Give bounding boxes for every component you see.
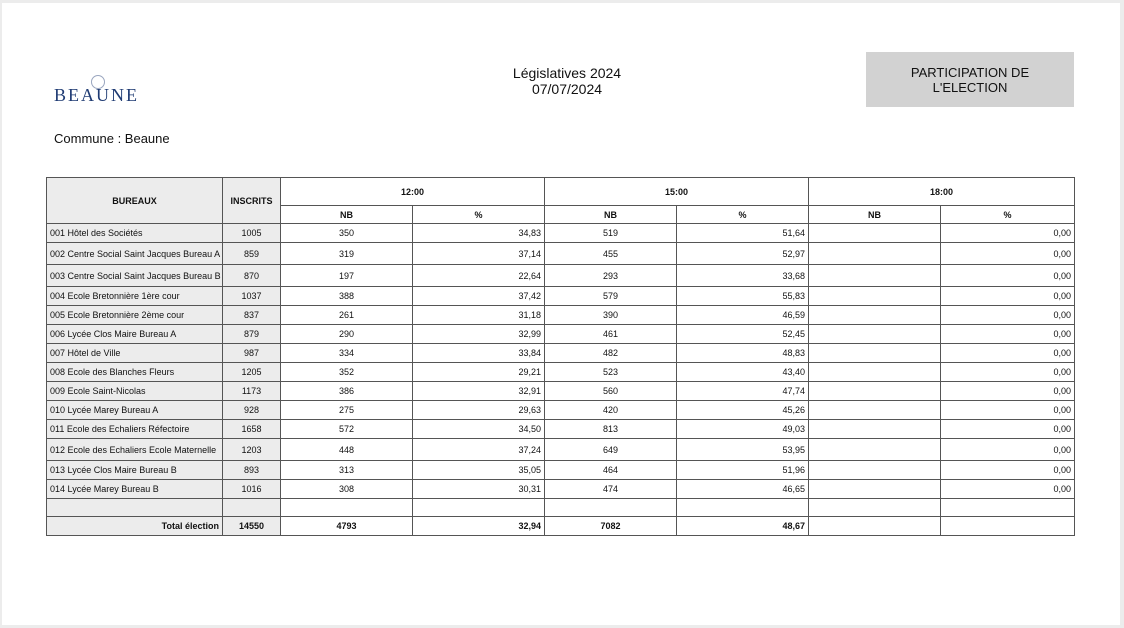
pct-1500-cell: 46,65 xyxy=(677,480,809,499)
pct-1800-cell: 0,00 xyxy=(941,382,1075,401)
inscrits-cell: 837 xyxy=(223,306,281,325)
pct-1200-cell: 32,99 xyxy=(413,325,545,344)
pct-1200-cell: 37,24 xyxy=(413,439,545,461)
bureau-name: 005 Ecole Bretonnière 2ème cour xyxy=(47,306,223,325)
nb-1800-cell xyxy=(809,344,941,363)
inscrits-cell: 928 xyxy=(223,401,281,420)
inscrits-cell: 987 xyxy=(223,344,281,363)
inscrits-cell: 1005 xyxy=(223,224,281,243)
inscrits-cell: 1205 xyxy=(223,363,281,382)
total-row xyxy=(47,517,1075,536)
pct-1500-cell: 49,03 xyxy=(677,420,809,439)
inscrits-cell: 1173 xyxy=(223,382,281,401)
pct-1800-cell: 0,00 xyxy=(941,420,1075,439)
header-pct: % xyxy=(677,206,809,224)
header-nb: NB xyxy=(281,206,413,224)
pct-1200-cell: 34,83 xyxy=(413,224,545,243)
nb-1800-cell xyxy=(809,224,941,243)
pct-1500-cell: 51,64 xyxy=(677,224,809,243)
inscrits-cell: 879 xyxy=(223,325,281,344)
inscrits-cell: 870 xyxy=(223,265,281,287)
nb-1800-cell xyxy=(809,265,941,287)
nb-1800-cell xyxy=(809,243,941,265)
header-time-1500: 15:00 xyxy=(545,178,809,206)
nb-1200-cell: 386 xyxy=(281,382,413,401)
nb-1200-cell: 261 xyxy=(281,306,413,325)
pct-1500-cell: 51,96 xyxy=(677,461,809,480)
pct-1200-cell: 34,50 xyxy=(413,420,545,439)
pct-1200-cell: 31,18 xyxy=(413,306,545,325)
participation-badge xyxy=(866,52,1074,107)
table-row xyxy=(47,363,1075,382)
nb-1500-cell: 420 xyxy=(545,401,677,420)
header-pct: % xyxy=(941,206,1075,224)
pct-1200-cell: 37,14 xyxy=(413,243,545,265)
nb-1500-cell: 464 xyxy=(545,461,677,480)
pct-1200-cell: 35,05 xyxy=(413,461,545,480)
total-pct-1800 xyxy=(941,517,1075,536)
pct-1500-cell: 52,97 xyxy=(677,243,809,265)
pct-1800-cell: 0,00 xyxy=(941,243,1075,265)
table-row xyxy=(47,401,1075,420)
nb-1200-cell: 388 xyxy=(281,287,413,306)
nb-1200-cell: 290 xyxy=(281,325,413,344)
total-nb-1500: 7082 xyxy=(545,517,677,536)
nb-1500-cell: 579 xyxy=(545,287,677,306)
nb-1800-cell xyxy=(809,382,941,401)
pct-1500-cell: 45,26 xyxy=(677,401,809,420)
nb-1800-cell xyxy=(809,401,941,420)
pct-1200-cell: 33,84 xyxy=(413,344,545,363)
pct-1800-cell: 0,00 xyxy=(941,287,1075,306)
total-pct-1200: 32,94 xyxy=(413,517,545,536)
nb-1500-cell: 474 xyxy=(545,480,677,499)
nb-1200-cell: 448 xyxy=(281,439,413,461)
commune-label: Commune : Beaune xyxy=(54,131,170,146)
nb-1500-cell: 293 xyxy=(545,265,677,287)
pct-1200-cell: 22,64 xyxy=(413,265,545,287)
bureau-name: 013 Lycée Clos Maire Bureau B xyxy=(47,461,223,480)
total-label: Total élection xyxy=(47,517,223,536)
table-row xyxy=(47,461,1075,480)
pct-1800-cell: 0,00 xyxy=(941,461,1075,480)
pct-1800-cell: 0,00 xyxy=(941,439,1075,461)
nb-1800-cell xyxy=(809,306,941,325)
nb-1800-cell xyxy=(809,461,941,480)
table-row xyxy=(47,287,1075,306)
nb-1800-cell xyxy=(809,287,941,306)
inscrits-cell: 859 xyxy=(223,243,281,265)
header-time-1200: 12:00 xyxy=(281,178,545,206)
bureau-name: 004 Ecole Bretonnière 1ère cour xyxy=(47,287,223,306)
nb-1800-cell xyxy=(809,439,941,461)
pct-1800-cell: 0,00 xyxy=(941,344,1075,363)
bureau-name: 008 Ecole des Blanches Fleurs xyxy=(47,363,223,382)
nb-1500-cell: 455 xyxy=(545,243,677,265)
bureau-name: 001 Hôtel des Sociétés xyxy=(47,224,223,243)
nb-1200-cell: 334 xyxy=(281,344,413,363)
table-row xyxy=(47,306,1075,325)
nb-1800-cell xyxy=(809,325,941,344)
blank-row xyxy=(47,499,1075,517)
bureau-name: 011 Ecole des Echaliers Réfectoire xyxy=(47,420,223,439)
nb-1500-cell: 649 xyxy=(545,439,677,461)
pct-1800-cell: 0,00 xyxy=(941,480,1075,499)
bureau-name: 010 Lycée Marey Bureau A xyxy=(47,401,223,420)
pct-1500-cell: 46,59 xyxy=(677,306,809,325)
table-row xyxy=(47,420,1075,439)
pct-1800-cell: 0,00 xyxy=(941,265,1075,287)
inscrits-cell: 1203 xyxy=(223,439,281,461)
bureau-name: 009 Ecole Saint-Nicolas xyxy=(47,382,223,401)
total-inscrits: 14550 xyxy=(223,517,281,536)
nb-1500-cell: 461 xyxy=(545,325,677,344)
participation-table xyxy=(46,177,1075,536)
nb-1200-cell: 275 xyxy=(281,401,413,420)
table-row xyxy=(47,382,1075,401)
nb-1500-cell: 523 xyxy=(545,363,677,382)
table-row xyxy=(47,480,1075,499)
nb-1500-cell: 813 xyxy=(545,420,677,439)
nb-1800-cell xyxy=(809,480,941,499)
nb-1200-cell: 350 xyxy=(281,224,413,243)
header-time-1800: 18:00 xyxy=(809,178,1075,206)
nb-1200-cell: 572 xyxy=(281,420,413,439)
table-row xyxy=(47,344,1075,363)
nb-1200-cell: 319 xyxy=(281,243,413,265)
header-bureaux: BUREAUX xyxy=(47,178,223,224)
table-row xyxy=(47,265,1075,287)
table-row xyxy=(47,224,1075,243)
pct-1800-cell: 0,00 xyxy=(941,325,1075,344)
pct-1500-cell: 52,45 xyxy=(677,325,809,344)
pct-1500-cell: 33,68 xyxy=(677,265,809,287)
badge-line-1: PARTICIPATION DE xyxy=(910,64,1030,80)
logo: BEAUNE xyxy=(54,85,139,105)
page-title xyxy=(432,65,702,97)
pct-1500-cell: 55,83 xyxy=(677,287,809,306)
nb-1800-cell xyxy=(809,420,941,439)
bureau-name: 006 Lycée Clos Maire Bureau A xyxy=(47,325,223,344)
pct-1500-cell: 47,74 xyxy=(677,382,809,401)
total-nb-1800 xyxy=(809,517,941,536)
pct-1800-cell: 0,00 xyxy=(941,224,1075,243)
nb-1200-cell: 313 xyxy=(281,461,413,480)
nb-1800-cell xyxy=(809,363,941,382)
badge-line-2: L'ELECTION xyxy=(932,79,1008,95)
pct-1200-cell: 32,91 xyxy=(413,382,545,401)
pct-1200-cell: 29,63 xyxy=(413,401,545,420)
pct-1500-cell: 53,95 xyxy=(677,439,809,461)
bureau-name: 012 Ecole des Echaliers Ecole Maternelle xyxy=(47,439,223,461)
nb-1500-cell: 390 xyxy=(545,306,677,325)
header-nb: NB xyxy=(809,206,941,224)
pct-1800-cell: 0,00 xyxy=(941,401,1075,420)
header-inscrits: INSCRITS xyxy=(223,178,281,224)
bureau-name: 007 Hôtel de Ville xyxy=(47,344,223,363)
pct-1200-cell: 30,31 xyxy=(413,480,545,499)
total-pct-1500: 48,67 xyxy=(677,517,809,536)
pct-1500-cell: 48,83 xyxy=(677,344,809,363)
nb-1500-cell: 560 xyxy=(545,382,677,401)
inscrits-cell: 1037 xyxy=(223,287,281,306)
nb-1200-cell: 197 xyxy=(281,265,413,287)
table-row xyxy=(47,439,1075,461)
nb-1500-cell: 519 xyxy=(545,224,677,243)
inscrits-cell: 1658 xyxy=(223,420,281,439)
header-pct: % xyxy=(413,206,545,224)
table-row xyxy=(47,243,1075,265)
inscrits-cell: 1016 xyxy=(223,480,281,499)
table-row xyxy=(47,325,1075,344)
bureau-name: 002 Centre Social Saint Jacques Bureau A xyxy=(47,243,223,265)
pct-1800-cell: 0,00 xyxy=(941,306,1075,325)
pct-1500-cell: 43,40 xyxy=(677,363,809,382)
nb-1500-cell: 482 xyxy=(545,344,677,363)
pct-1200-cell: 29,21 xyxy=(413,363,545,382)
inscrits-cell: 893 xyxy=(223,461,281,480)
pct-1200-cell: 37,42 xyxy=(413,287,545,306)
total-nb-1200: 4793 xyxy=(281,517,413,536)
bureau-name: 014 Lycée Marey Bureau B xyxy=(47,480,223,499)
title-date: 07/07/2024 xyxy=(531,81,603,97)
header-nb: NB xyxy=(545,206,677,224)
nb-1200-cell: 308 xyxy=(281,480,413,499)
title-election: Législatives 2024 xyxy=(512,65,622,81)
pct-1800-cell: 0,00 xyxy=(941,363,1075,382)
nb-1200-cell: 352 xyxy=(281,363,413,382)
bureau-name: 003 Centre Social Saint Jacques Bureau B xyxy=(47,265,223,287)
